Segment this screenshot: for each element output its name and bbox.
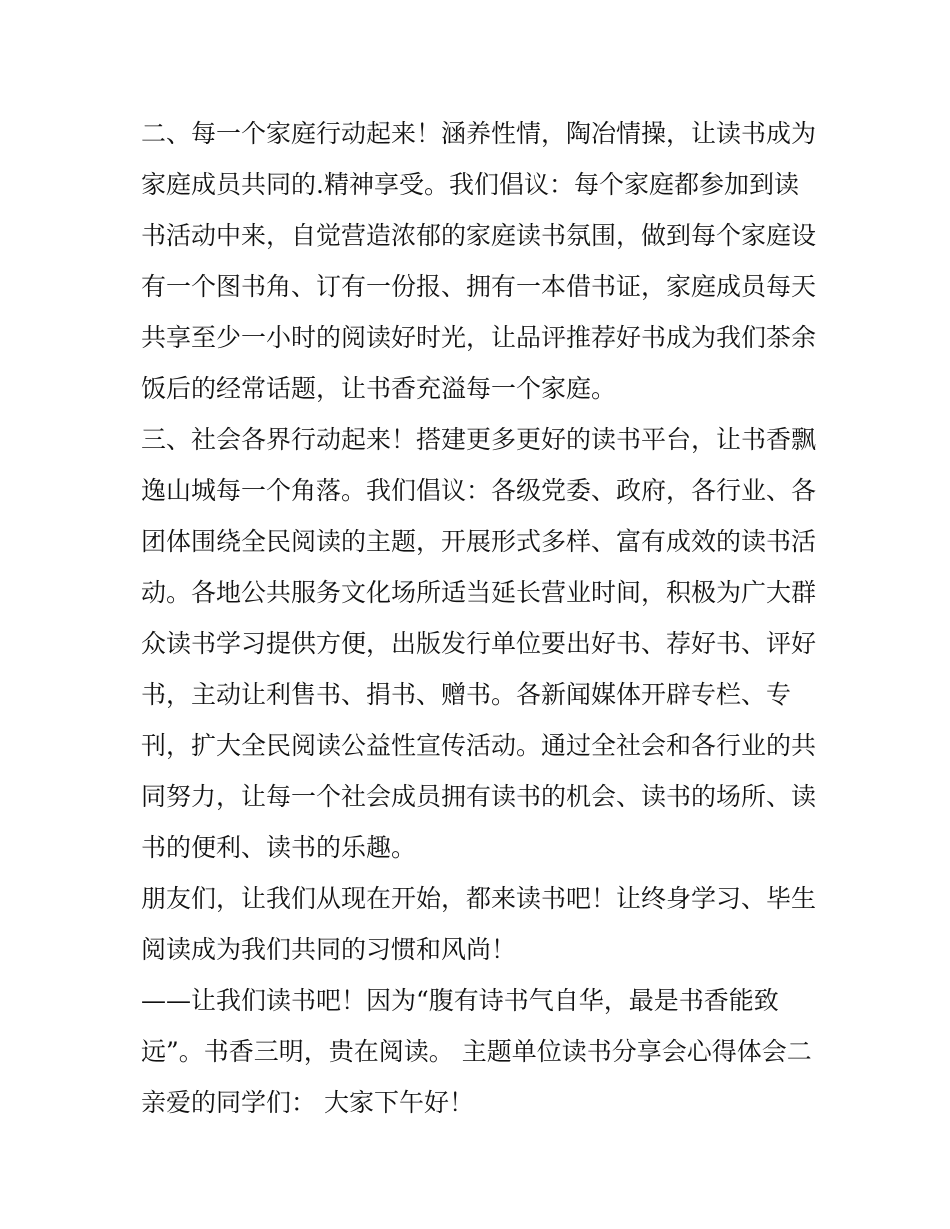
text-line: 逸山城每一个角落。我们倡议：各级党委、政府，各行业、各: [141, 476, 817, 505]
text-line: 远”。书香三明，贵在阅读。 主题单位读书分享会心得体会二: [141, 1037, 812, 1066]
text-line: 家庭成员共同的.精神享受。我们倡议：每个家庭都参加到读: [141, 170, 799, 199]
text-line: 刊，扩大全民阅读公益性宣传活动。通过全社会和各行业的共: [141, 731, 817, 760]
text-line: 二、每一个家庭行动起来！涵养性情，陶冶情操，让读书成为: [141, 119, 817, 148]
text-line: 书的便利、读书的乐趣。: [141, 833, 417, 862]
text-line: 共享至少一小时的阅读好时光，让品评推荐好书成为我们茶余: [141, 323, 817, 352]
text-line: ——让我们读书吧！因为“腹有诗书气自华，最是书香能致: [141, 986, 779, 1015]
document-body: [141, 108, 821, 1128]
text-line: 饭后的经常话题，让书香充溢每一个家庭。: [141, 374, 617, 403]
text-line: 书，主动让利售书、捐书、赠书。各新闻媒体开辟专栏、专: [141, 680, 792, 709]
text-line: 书活动中来，自觉营造浓郁的家庭读书氛围，做到每个家庭设: [141, 221, 817, 250]
text-line: 有一个图书角、订有一份报、拥有一本借书证，家庭成员每天: [141, 272, 817, 301]
text-line: 三、社会各界行动起来！搭建更多更好的读书平台，让书香飘: [141, 425, 817, 454]
text-line: 动。各地公共服务文化场所适当延长营业时间，积极为广大群: [141, 578, 817, 607]
text-line: 亲爱的同学们： 大家下午好！: [141, 1088, 474, 1117]
text-line: 阅读成为我们共同的习惯和风尚！: [141, 935, 517, 964]
text-line: 众读书学习提供方便，出版发行单位要出好书、荐好书、评好: [141, 629, 817, 658]
text-line: 朋友们，让我们从现在开始，都来读书吧！让终身学习、毕生: [141, 884, 817, 913]
text-line: 同努力，让每一个社会成员拥有读书的机会、读书的场所、读: [141, 782, 817, 811]
text-line: 团体围绕全民阅读的主题，开展形式多样、富有成效的读书活: [141, 527, 817, 556]
